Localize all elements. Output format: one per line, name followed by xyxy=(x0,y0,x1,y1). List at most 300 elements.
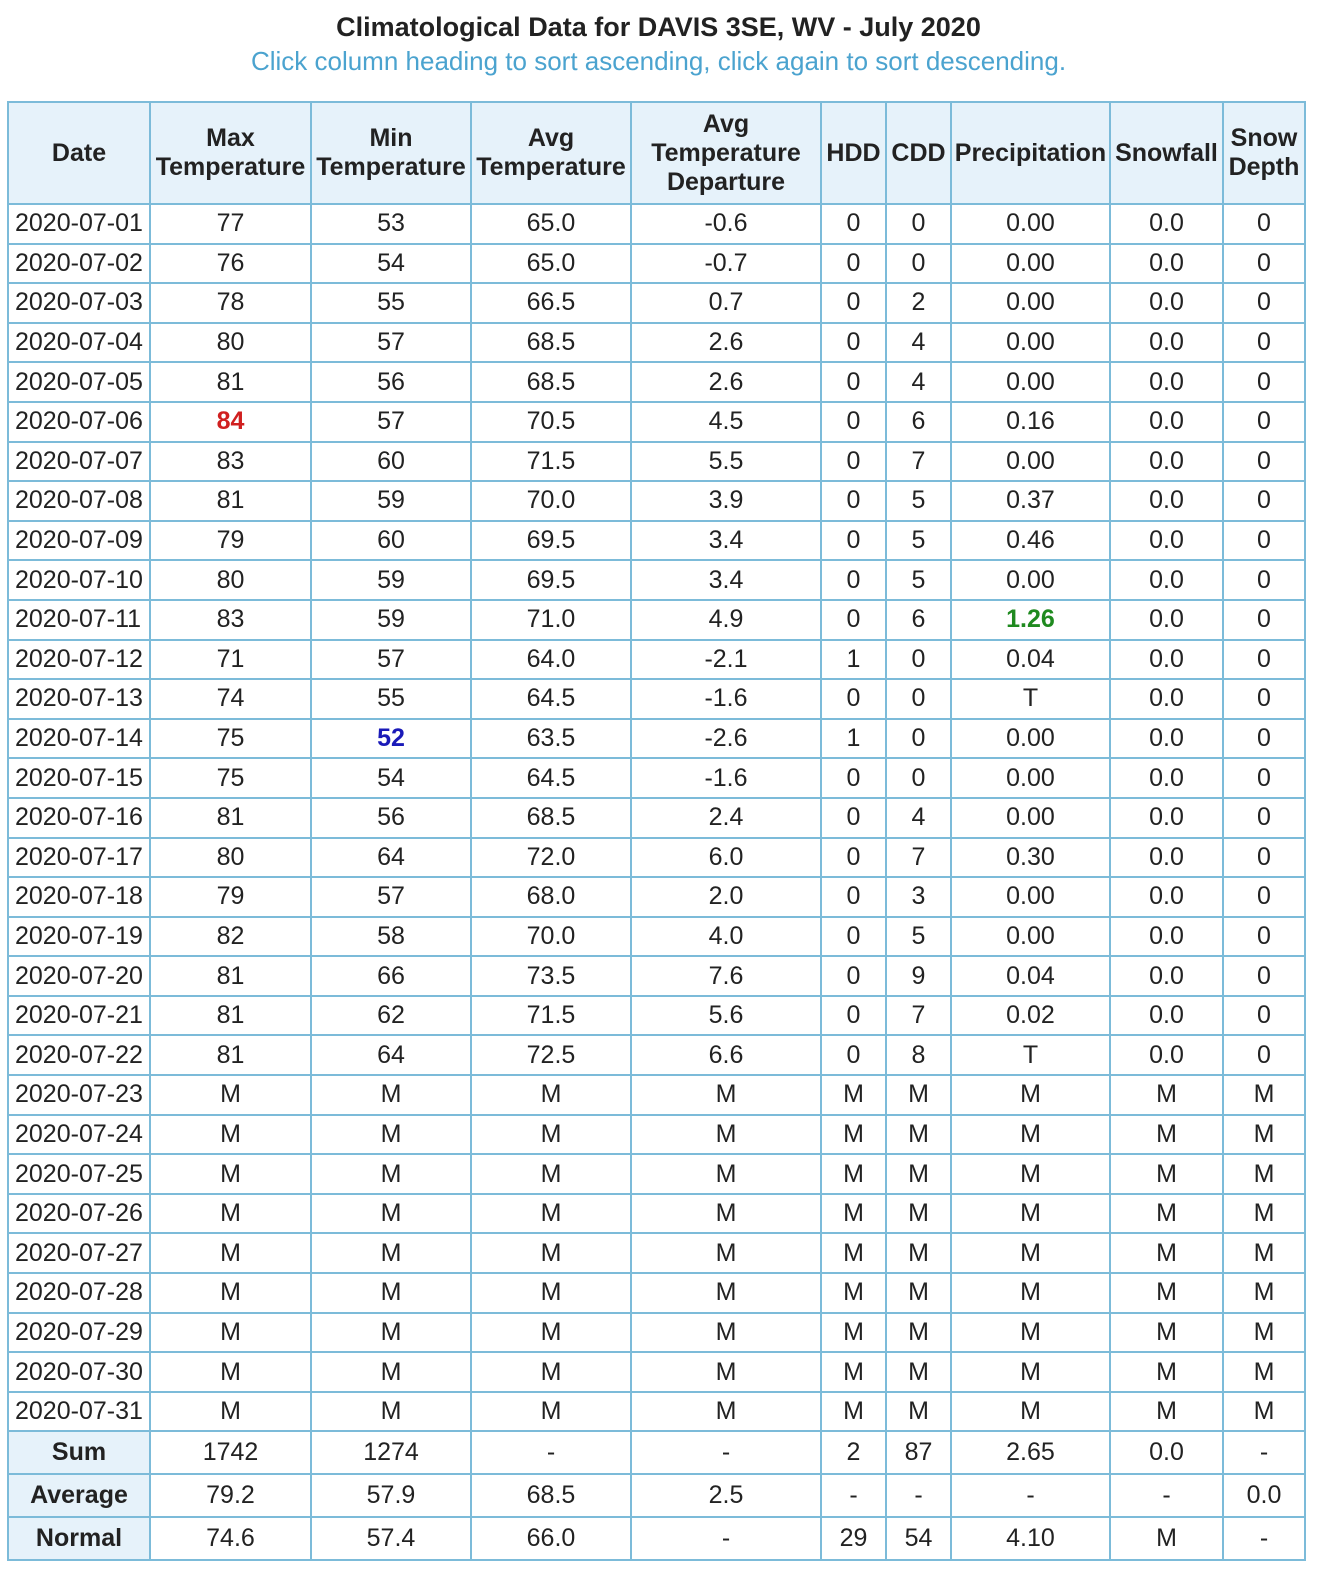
table-row xyxy=(8,560,1305,600)
cell-min: 57 xyxy=(311,402,471,442)
cell-depth: 0 xyxy=(1223,877,1305,917)
cell-date: 2020-07-17 xyxy=(8,838,150,878)
cell-dep: 6.0 xyxy=(631,838,821,878)
summary-cell-depth: 0.0 xyxy=(1223,1474,1305,1517)
cell-snow: 0.0 xyxy=(1110,798,1223,838)
cell-pcp: M xyxy=(951,1233,1110,1273)
cell-date: 2020-07-05 xyxy=(8,362,150,402)
cell-snow: M xyxy=(1110,1233,1223,1273)
cell-date: 2020-07-02 xyxy=(8,244,150,284)
cell-pcp: M xyxy=(951,1115,1110,1155)
cell-avg: M xyxy=(471,1194,631,1234)
cell-hdd: 0 xyxy=(821,244,886,284)
cell-snow: 0.0 xyxy=(1110,481,1223,521)
cell-hdd: 0 xyxy=(821,362,886,402)
cell-cdd: 3 xyxy=(886,877,951,917)
cell-min: M xyxy=(311,1352,471,1392)
cell-snow: 0.0 xyxy=(1110,996,1223,1036)
cell-pcp: 0.00 xyxy=(951,719,1110,759)
cell-hdd: 0 xyxy=(821,402,886,442)
table-row xyxy=(8,244,1305,284)
header-row xyxy=(8,102,1305,204)
cell-date: 2020-07-04 xyxy=(8,323,150,363)
cell-hdd: 0 xyxy=(821,956,886,996)
cell-hdd: 0 xyxy=(821,600,886,640)
summary-cell-snow: 0.0 xyxy=(1110,1431,1223,1474)
cell-max: 78 xyxy=(150,283,311,323)
table-row xyxy=(8,204,1305,244)
cell-dep: M xyxy=(631,1392,821,1432)
cell-date: 2020-07-18 xyxy=(8,877,150,917)
table-summary xyxy=(8,1431,1305,1560)
table-row xyxy=(8,362,1305,402)
table-row xyxy=(8,442,1305,482)
cell-avg: 70.0 xyxy=(471,481,631,521)
column-header-dep[interactable] xyxy=(631,102,821,204)
summary-cell-depth: - xyxy=(1223,1517,1305,1560)
cell-max: M xyxy=(150,1154,311,1194)
cell-hdd: 1 xyxy=(821,719,886,759)
cell-cdd: 4 xyxy=(886,798,951,838)
cell-min: 60 xyxy=(311,442,471,482)
page-title: Climatological Data for DAVIS 3SE, WV - July 2020 xyxy=(336,12,981,42)
cell-depth: 0 xyxy=(1223,956,1305,996)
cell-max: 81 xyxy=(150,481,311,521)
cell-avg: 65.0 xyxy=(471,244,631,284)
cell-dep: -2.6 xyxy=(631,719,821,759)
cell-avg: M xyxy=(471,1392,631,1432)
cell-max: 77 xyxy=(150,204,311,244)
cell-date: 2020-07-16 xyxy=(8,798,150,838)
summary-cell-hdd: 29 xyxy=(821,1517,886,1560)
cell-cdd: 0 xyxy=(886,204,951,244)
cell-snow: 0.0 xyxy=(1110,560,1223,600)
cell-cdd: 5 xyxy=(886,481,951,521)
cell-min: 54 xyxy=(311,244,471,284)
column-header-label: Avg xyxy=(702,109,750,138)
cell-dep: 4.5 xyxy=(631,402,821,442)
cell-snow: 0.0 xyxy=(1110,917,1223,957)
cell-snow: 0.0 xyxy=(1110,283,1223,323)
summary-cell-cdd: 54 xyxy=(886,1517,951,1560)
summary-cell-max: 74.6 xyxy=(150,1517,311,1560)
cell-hdd: 0 xyxy=(821,917,886,957)
cell-date: 2020-07-23 xyxy=(8,1075,150,1115)
cell-depth: 0 xyxy=(1223,204,1305,244)
column-header-label: Date xyxy=(51,138,107,167)
cell-pcp: 0.00 xyxy=(951,877,1110,917)
cell-cdd: M xyxy=(886,1233,951,1273)
summary-cell-pcp: 4.10 xyxy=(951,1517,1110,1560)
summary-cell-avg: 66.0 xyxy=(471,1517,631,1560)
column-header-label: HDD xyxy=(826,138,881,167)
cell-depth: 0 xyxy=(1223,758,1305,798)
cell-max: 71 xyxy=(150,640,311,680)
column-header-label: Max xyxy=(206,124,255,152)
cell-max: 80 xyxy=(150,323,311,363)
cell-date: 2020-07-09 xyxy=(8,521,150,561)
cell-snow: 0.0 xyxy=(1110,600,1223,640)
cell-date: 2020-07-19 xyxy=(8,917,150,957)
table-row xyxy=(8,956,1305,996)
cell-min: M xyxy=(311,1154,471,1194)
cell-hdd: 0 xyxy=(821,1035,886,1075)
cell-depth: M xyxy=(1223,1313,1305,1353)
table-row xyxy=(8,798,1305,838)
summary-cell-pcp: - xyxy=(951,1474,1110,1517)
cell-snow: 0.0 xyxy=(1110,640,1223,680)
cell-avg: 64.5 xyxy=(471,758,631,798)
cell-min: 55 xyxy=(311,283,471,323)
table-row xyxy=(8,1313,1305,1353)
climate-table xyxy=(7,101,1306,1561)
cell-depth: 0 xyxy=(1223,996,1305,1036)
table-row xyxy=(8,679,1305,719)
table-row xyxy=(8,600,1305,640)
cell-dep: -1.6 xyxy=(631,758,821,798)
cell-dep: 3.4 xyxy=(631,560,821,600)
cell-depth: M xyxy=(1223,1392,1305,1432)
cell-max: 82 xyxy=(150,917,311,957)
cell-pcp: 0.46 xyxy=(951,521,1110,561)
cell-depth: 0 xyxy=(1223,1035,1305,1075)
cell-dep: 2.0 xyxy=(631,877,821,917)
cell-cdd: M xyxy=(886,1075,951,1115)
cell-pcp: 0.16 xyxy=(951,402,1110,442)
cell-dep: -0.6 xyxy=(631,204,821,244)
cell-hdd: M xyxy=(821,1154,886,1194)
column-header-depth[interactable] xyxy=(1223,102,1305,204)
summary-cell-hdd: - xyxy=(821,1474,886,1517)
cell-date: 2020-07-21 xyxy=(8,996,150,1036)
cell-snow: 0.0 xyxy=(1110,521,1223,561)
cell-avg: M xyxy=(471,1154,631,1194)
cell-max: M xyxy=(150,1194,311,1234)
table-row xyxy=(8,1392,1305,1432)
cell-dep: 6.6 xyxy=(631,1035,821,1075)
cell-hdd: 0 xyxy=(821,323,886,363)
cell-dep: 7.6 xyxy=(631,956,821,996)
cell-depth: 0 xyxy=(1223,640,1305,680)
cell-hdd: 0 xyxy=(821,442,886,482)
cell-hdd: 1 xyxy=(821,640,886,680)
cell-min: M xyxy=(311,1115,471,1155)
summary-cell-min: 57.4 xyxy=(311,1517,471,1560)
cell-max: 75 xyxy=(150,758,311,798)
cell-max: 74 xyxy=(150,679,311,719)
cell-pcp: M xyxy=(951,1313,1110,1353)
table-row xyxy=(8,877,1305,917)
cell-max: 75 xyxy=(150,719,311,759)
cell-pcp: 0.30 xyxy=(951,838,1110,878)
cell-avg: 68.0 xyxy=(471,877,631,917)
cell-pcp: M xyxy=(951,1154,1110,1194)
cell-dep: 4.0 xyxy=(631,917,821,957)
cell-hdd: M xyxy=(821,1313,886,1353)
cell-avg: 64.0 xyxy=(471,640,631,680)
cell-date: 2020-07-30 xyxy=(8,1352,150,1392)
cell-snow: 0.0 xyxy=(1110,956,1223,996)
cell-date: 2020-07-15 xyxy=(8,758,150,798)
cell-max: M xyxy=(150,1352,311,1392)
cell-avg: 68.5 xyxy=(471,798,631,838)
cell-hdd: M xyxy=(821,1233,886,1273)
table-row xyxy=(8,758,1305,798)
cell-pcp: 0.00 xyxy=(951,917,1110,957)
cell-snow: M xyxy=(1110,1075,1223,1115)
cell-max: 79 xyxy=(150,877,311,917)
cell-dep: M xyxy=(631,1154,821,1194)
cell-min: 53 xyxy=(311,204,471,244)
cell-avg: M xyxy=(471,1115,631,1155)
cell-depth: M xyxy=(1223,1154,1305,1194)
cell-depth: 0 xyxy=(1223,481,1305,521)
cell-pcp: 0.02 xyxy=(951,996,1110,1036)
cell-snow: 0.0 xyxy=(1110,402,1223,442)
cell-cdd: 6 xyxy=(886,600,951,640)
cell-hdd: 0 xyxy=(821,481,886,521)
cell-max: 80 xyxy=(150,838,311,878)
column-header-pcp[interactable] xyxy=(951,102,1110,204)
cell-pcp: M xyxy=(951,1352,1110,1392)
cell-hdd: 0 xyxy=(821,758,886,798)
cell-dep: M xyxy=(631,1115,821,1155)
cell-depth: 0 xyxy=(1223,600,1305,640)
cell-avg: M xyxy=(471,1075,631,1115)
column-header-label: Temperature xyxy=(476,153,626,181)
cell-hdd: 0 xyxy=(821,560,886,600)
cell-dep: M xyxy=(631,1194,821,1234)
table-row xyxy=(8,402,1305,442)
summary-label: Average xyxy=(8,1474,150,1517)
summary-cell-dep: - xyxy=(631,1431,821,1474)
cell-dep: 0.7 xyxy=(631,283,821,323)
cell-min: 52 xyxy=(311,719,471,759)
cell-pcp: M xyxy=(951,1194,1110,1234)
cell-avg: 64.5 xyxy=(471,679,631,719)
cell-pcp: 0.37 xyxy=(951,481,1110,521)
cell-avg: M xyxy=(471,1313,631,1353)
cell-date: 2020-07-11 xyxy=(8,600,150,640)
cell-date: 2020-07-24 xyxy=(8,1115,150,1155)
cell-hdd: M xyxy=(821,1273,886,1313)
cell-depth: 0 xyxy=(1223,719,1305,759)
cell-dep: -0.7 xyxy=(631,244,821,284)
column-header-avg[interactable] xyxy=(471,102,631,204)
cell-avg: M xyxy=(471,1352,631,1392)
cell-avg: M xyxy=(471,1233,631,1273)
cell-date: 2020-07-01 xyxy=(8,204,150,244)
cell-min: M xyxy=(311,1194,471,1234)
cell-max: 81 xyxy=(150,798,311,838)
cell-depth: M xyxy=(1223,1115,1305,1155)
cell-min: 59 xyxy=(311,600,471,640)
summary-cell-cdd: 87 xyxy=(886,1431,951,1474)
cell-pcp: 0.00 xyxy=(951,758,1110,798)
cell-cdd: M xyxy=(886,1273,951,1313)
table-row xyxy=(8,323,1305,363)
cell-hdd: 0 xyxy=(821,283,886,323)
cell-dep: 2.6 xyxy=(631,323,821,363)
cell-cdd: 9 xyxy=(886,956,951,996)
table-row xyxy=(8,719,1305,759)
cell-dep: -2.1 xyxy=(631,640,821,680)
cell-date: 2020-07-27 xyxy=(8,1233,150,1273)
cell-hdd: M xyxy=(821,1194,886,1234)
cell-cdd: 7 xyxy=(886,996,951,1036)
cell-cdd: 6 xyxy=(886,402,951,442)
cell-avg: 66.5 xyxy=(471,283,631,323)
cell-avg: 65.0 xyxy=(471,204,631,244)
column-header-hdd[interactable] xyxy=(821,102,886,204)
cell-snow: 0.0 xyxy=(1110,719,1223,759)
cell-min: 60 xyxy=(311,521,471,561)
cell-pcp: M xyxy=(951,1273,1110,1313)
cell-depth: 0 xyxy=(1223,798,1305,838)
cell-date: 2020-07-06 xyxy=(8,402,150,442)
cell-dep: 2.6 xyxy=(631,362,821,402)
cell-dep: 3.4 xyxy=(631,521,821,561)
cell-min: 59 xyxy=(311,560,471,600)
column-header-date[interactable] xyxy=(8,102,150,204)
cell-depth: 0 xyxy=(1223,244,1305,284)
cell-min: M xyxy=(311,1075,471,1115)
summary-row xyxy=(8,1431,1305,1474)
cell-max: M xyxy=(150,1392,311,1432)
cell-cdd: M xyxy=(886,1392,951,1432)
column-header-min[interactable] xyxy=(311,102,471,204)
cell-cdd: M xyxy=(886,1115,951,1155)
table-row xyxy=(8,1194,1305,1234)
cell-max: 83 xyxy=(150,442,311,482)
cell-avg: 71.5 xyxy=(471,996,631,1036)
cell-dep: 5.5 xyxy=(631,442,821,482)
cell-min: 54 xyxy=(311,758,471,798)
column-header-label: CDD xyxy=(891,138,946,167)
summary-label: Sum xyxy=(8,1431,150,1474)
cell-date: 2020-07-31 xyxy=(8,1392,150,1432)
column-header-label: Temperature xyxy=(155,153,306,181)
table-row xyxy=(8,1154,1305,1194)
cell-min: 66 xyxy=(311,956,471,996)
summary-cell-dep: - xyxy=(631,1517,821,1560)
cell-avg: 70.5 xyxy=(471,402,631,442)
table-row xyxy=(8,917,1305,957)
cell-cdd: 0 xyxy=(886,244,951,284)
cell-depth: 0 xyxy=(1223,917,1305,957)
cell-date: 2020-07-14 xyxy=(8,719,150,759)
cell-date: 2020-07-12 xyxy=(8,640,150,680)
table-row xyxy=(8,1352,1305,1392)
cell-min: 62 xyxy=(311,996,471,1036)
table-row xyxy=(8,1035,1305,1075)
cell-depth: 0 xyxy=(1223,442,1305,482)
summary-cell-avg: - xyxy=(471,1431,631,1474)
cell-cdd: 8 xyxy=(886,1035,951,1075)
cell-hdd: M xyxy=(821,1115,886,1155)
cell-snow: 0.0 xyxy=(1110,679,1223,719)
cell-max: M xyxy=(150,1233,311,1273)
cell-snow: M xyxy=(1110,1313,1223,1353)
cell-snow: M xyxy=(1110,1115,1223,1155)
cell-hdd: 0 xyxy=(821,679,886,719)
cell-pcp: 0.00 xyxy=(951,244,1110,284)
table-row xyxy=(8,1115,1305,1155)
summary-cell-cdd: - xyxy=(886,1474,951,1517)
cell-snow: M xyxy=(1110,1352,1223,1392)
cell-min: 64 xyxy=(311,1035,471,1075)
cell-cdd: M xyxy=(886,1194,951,1234)
cell-min: M xyxy=(311,1233,471,1273)
cell-depth: M xyxy=(1223,1194,1305,1234)
cell-max: M xyxy=(150,1115,311,1155)
cell-max: 83 xyxy=(150,600,311,640)
cell-min: M xyxy=(311,1273,471,1313)
cell-dep: M xyxy=(631,1273,821,1313)
cell-hdd: 0 xyxy=(821,877,886,917)
cell-min: 59 xyxy=(311,481,471,521)
column-header-snow[interactable] xyxy=(1110,102,1223,204)
cell-cdd: 7 xyxy=(886,442,951,482)
cell-max: 81 xyxy=(150,362,311,402)
cell-dep: 4.9 xyxy=(631,600,821,640)
summary-cell-pcp: 2.65 xyxy=(951,1431,1110,1474)
cell-pcp: 1.26 xyxy=(951,600,1110,640)
cell-avg: 63.5 xyxy=(471,719,631,759)
cell-depth: M xyxy=(1223,1075,1305,1115)
column-header-label: Temperature xyxy=(316,153,466,181)
summary-row xyxy=(8,1474,1305,1517)
cell-pcp: 0.00 xyxy=(951,204,1110,244)
cell-pcp: 0.04 xyxy=(951,956,1110,996)
cell-cdd: 2 xyxy=(886,283,951,323)
summary-cell-avg: 68.5 xyxy=(471,1474,631,1517)
cell-snow: 0.0 xyxy=(1110,204,1223,244)
table-row xyxy=(8,1233,1305,1273)
cell-pcp: M xyxy=(951,1392,1110,1432)
cell-min: 56 xyxy=(311,362,471,402)
cell-dep: 2.4 xyxy=(631,798,821,838)
summary-cell-hdd: 2 xyxy=(821,1431,886,1474)
cell-max: 81 xyxy=(150,996,311,1036)
cell-hdd: 0 xyxy=(821,996,886,1036)
cell-depth: 0 xyxy=(1223,402,1305,442)
cell-min: 57 xyxy=(311,640,471,680)
column-header-cdd[interactable] xyxy=(886,102,951,204)
cell-date: 2020-07-28 xyxy=(8,1273,150,1313)
cell-date: 2020-07-26 xyxy=(8,1194,150,1234)
column-header-label: Temperature xyxy=(651,138,801,167)
cell-cdd: 0 xyxy=(886,719,951,759)
cell-cdd: 0 xyxy=(886,640,951,680)
cell-hdd: 0 xyxy=(821,521,886,561)
column-header-max[interactable] xyxy=(150,102,311,204)
cell-avg: 71.0 xyxy=(471,600,631,640)
cell-pcp: 0.00 xyxy=(951,442,1110,482)
cell-depth: M xyxy=(1223,1233,1305,1273)
cell-depth: 0 xyxy=(1223,362,1305,402)
cell-cdd: 4 xyxy=(886,362,951,402)
cell-max: M xyxy=(150,1075,311,1115)
cell-dep: M xyxy=(631,1233,821,1273)
cell-snow: M xyxy=(1110,1194,1223,1234)
cell-snow: 0.0 xyxy=(1110,877,1223,917)
cell-dep: M xyxy=(631,1075,821,1115)
cell-cdd: M xyxy=(886,1313,951,1353)
summary-row xyxy=(8,1517,1305,1560)
cell-avg: 70.0 xyxy=(471,917,631,957)
cell-date: 2020-07-08 xyxy=(8,481,150,521)
